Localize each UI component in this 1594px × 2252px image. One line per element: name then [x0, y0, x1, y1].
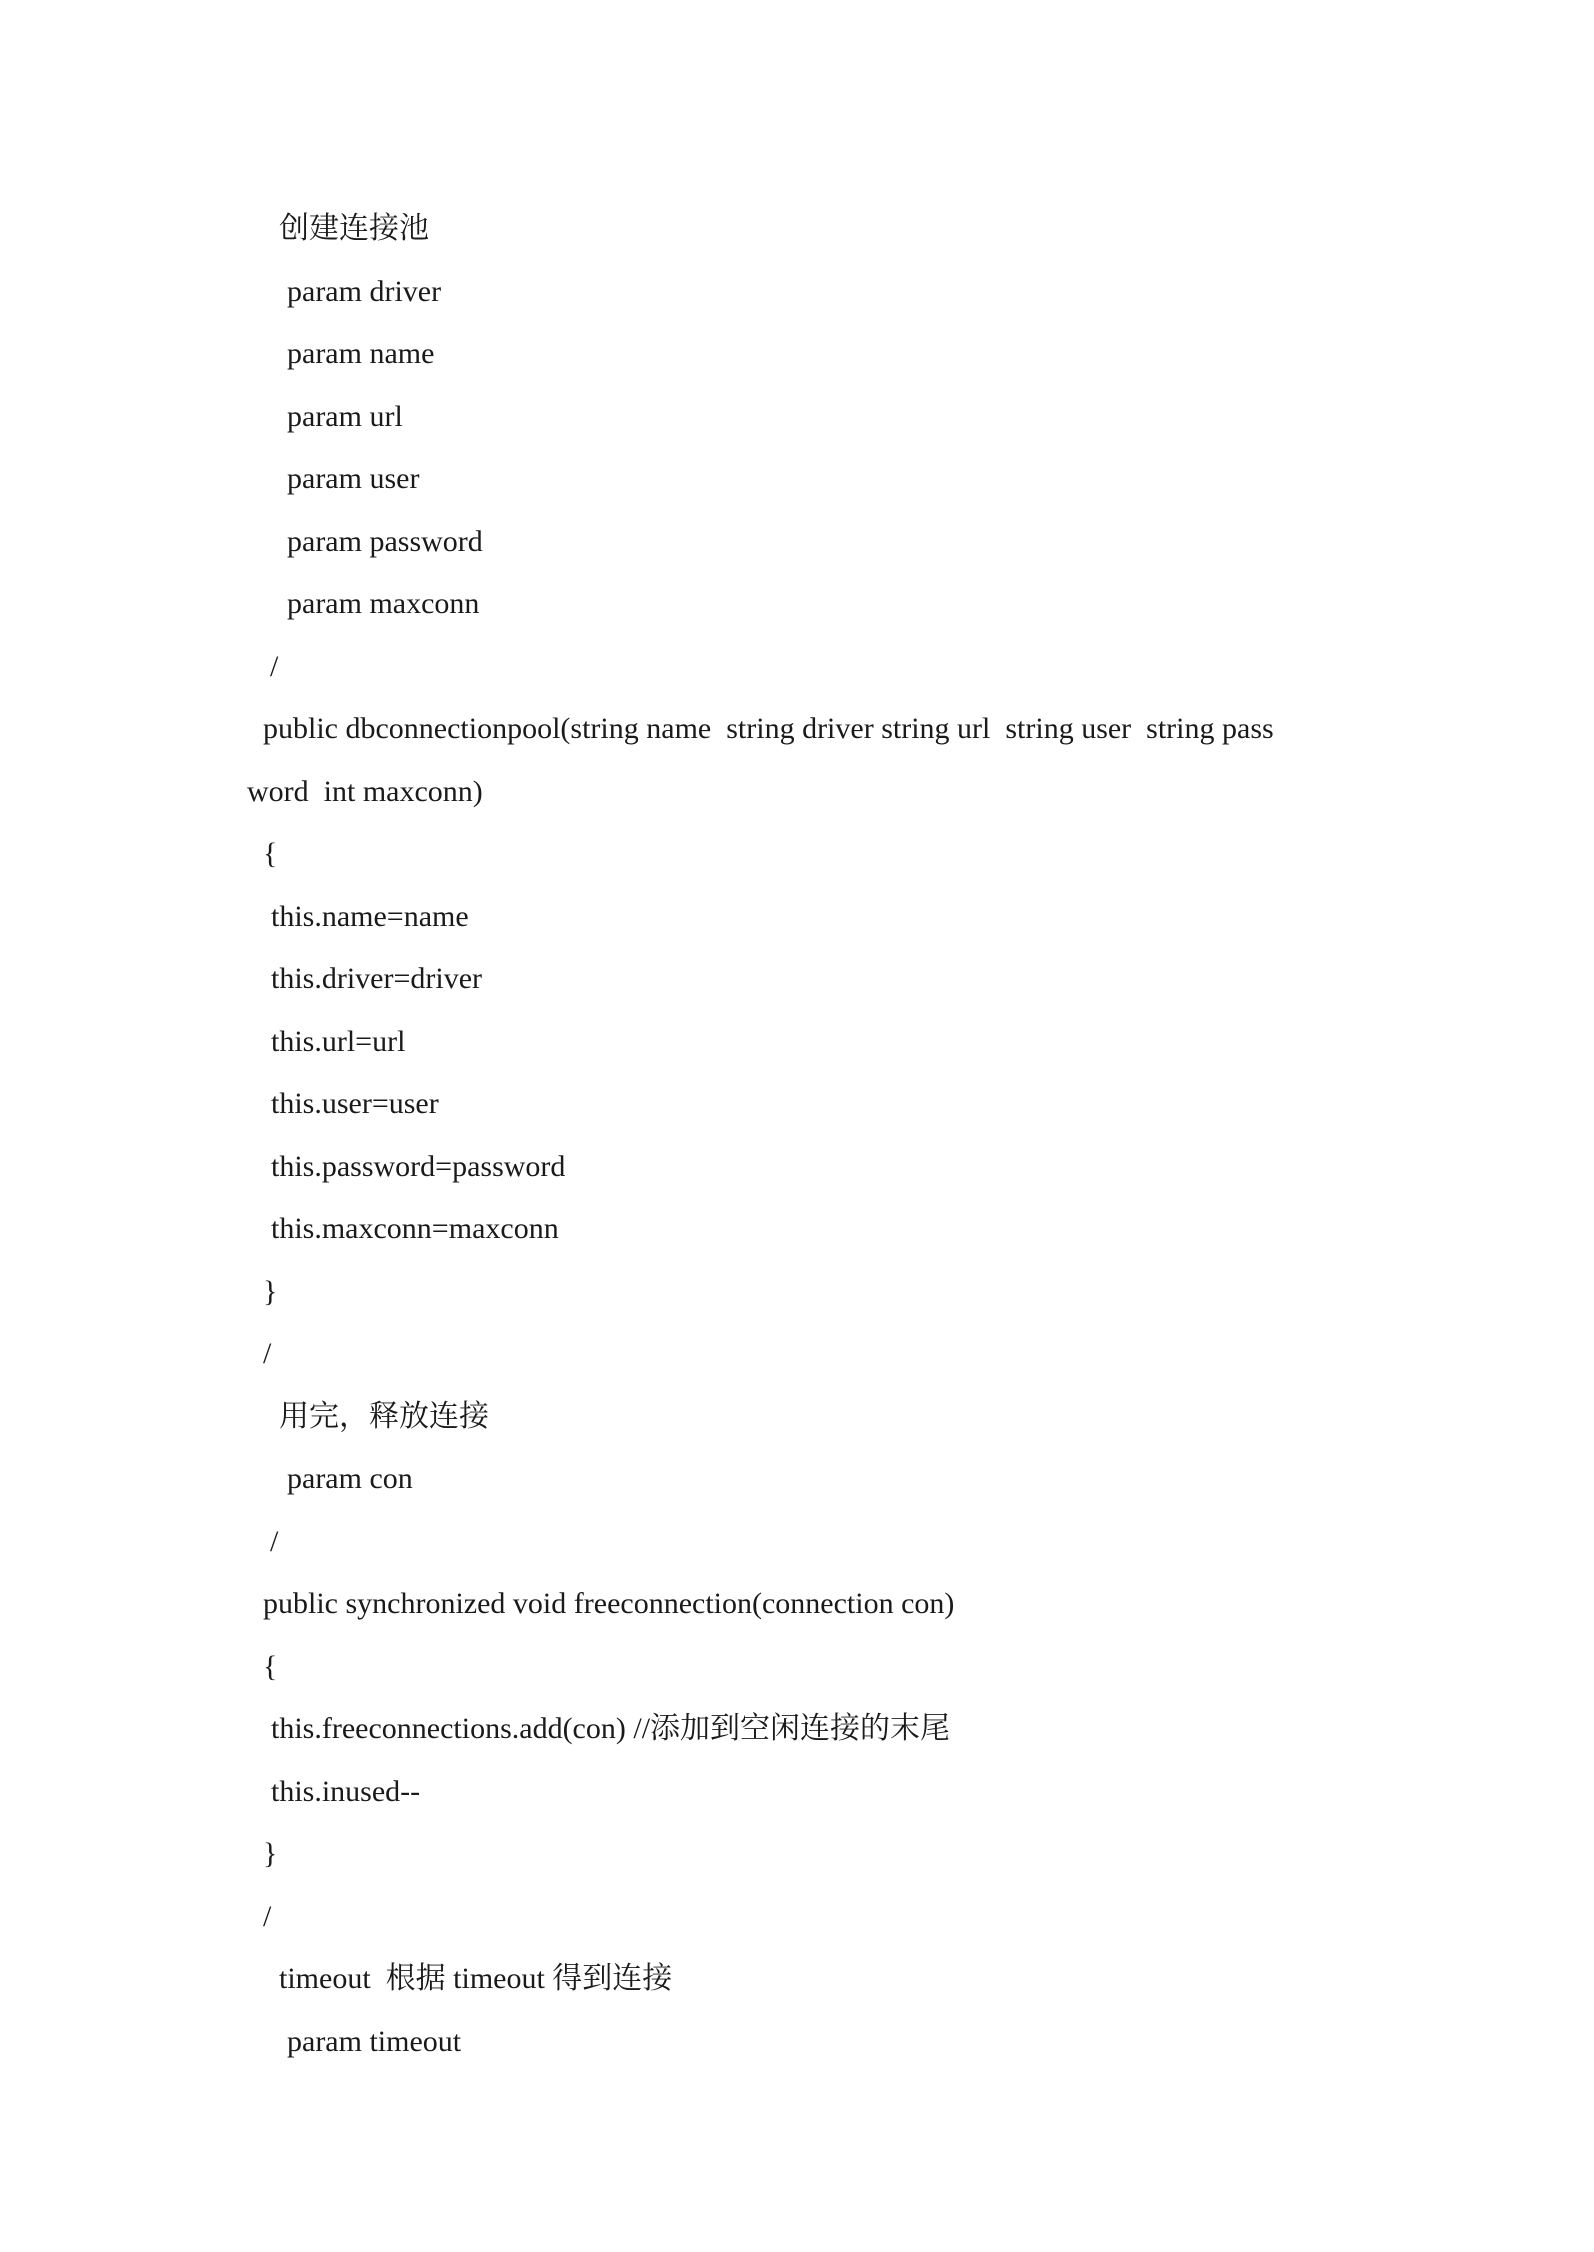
freeconnection-signature: public synchronized void freeconnection(connection con): [263, 1587, 955, 1620]
open-brace: {: [263, 837, 278, 870]
assign-user: this.user=user: [271, 1087, 439, 1120]
assign-maxconn: this.maxconn=maxconn: [271, 1212, 559, 1245]
param-name: param name: [287, 337, 435, 370]
comment-start: /: [263, 1337, 272, 1370]
param-user: param user: [287, 462, 420, 495]
add-free-connection: this.freeconnections.add(con) //添加到空闲连接的末尾: [271, 1712, 951, 1745]
comment-create-pool: 创建连接池: [279, 212, 429, 245]
param-password: param password: [287, 525, 483, 558]
comment-start: /: [263, 1900, 272, 1933]
close-brace: }: [263, 1837, 278, 1870]
constructor-signature-continued: word int maxconn): [247, 775, 483, 808]
open-brace: {: [263, 1650, 278, 1683]
param-maxconn: param maxconn: [287, 587, 480, 620]
param-driver: param driver: [287, 275, 442, 308]
assign-password: this.password=password: [271, 1150, 566, 1183]
comment-end: /: [270, 1525, 279, 1558]
comment-timeout: timeout 根据 timeout 得到连接: [279, 1962, 673, 1995]
comment-free-connection: 用完，释放连接: [279, 1400, 489, 1433]
assign-name: this.name=name: [271, 900, 469, 933]
assign-url: this.url=url: [271, 1025, 406, 1058]
param-con: param con: [287, 1462, 413, 1495]
comment-end: /: [270, 650, 279, 683]
param-url: param url: [287, 400, 403, 433]
close-brace: }: [263, 1275, 278, 1308]
decrement-inused: this.inused--: [271, 1775, 421, 1808]
param-timeout: param timeout: [287, 2025, 462, 2058]
assign-driver: this.driver=driver: [271, 962, 483, 995]
constructor-signature: public dbconnectionpool(string name string driver string url string user string pass: [263, 712, 1274, 745]
